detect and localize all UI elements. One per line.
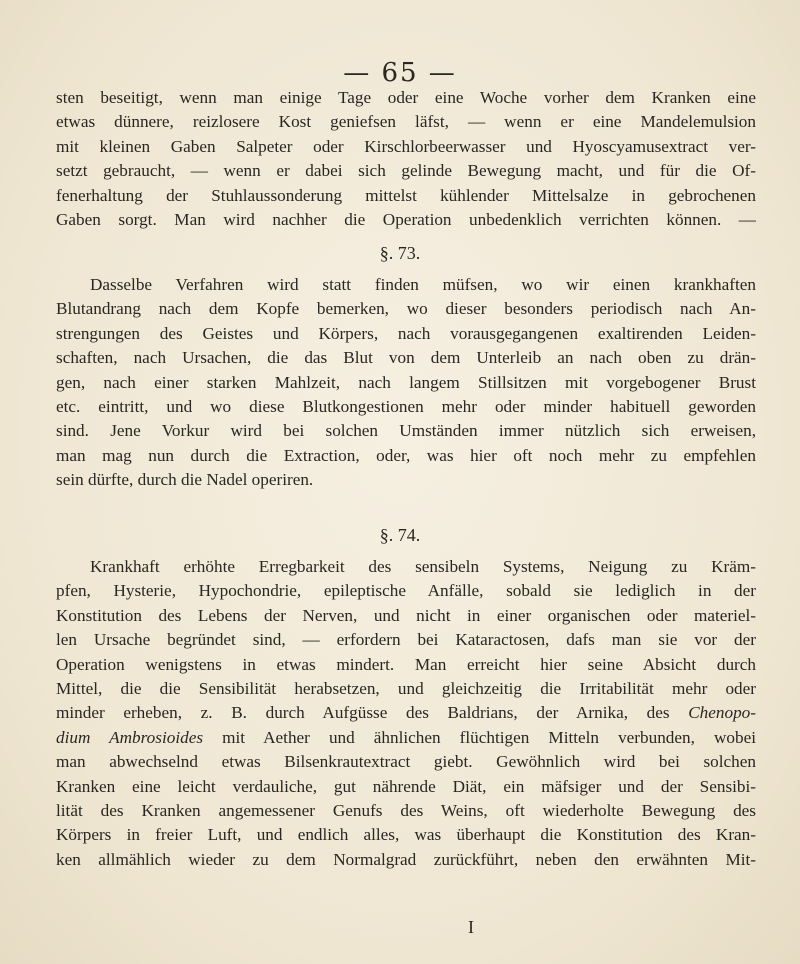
text-line: Körpers in freier Luft, und endlich alles, was überhaupt die Konstitution des Kran-: [56, 825, 756, 845]
text-line: Dasselbe Verfahren wird statt finden müfsen, wo wir einen krankhaften: [90, 275, 756, 294]
text-fragment: mit Aether und ähnlichen flüchtigen Mitteln verbunden, wobei: [222, 727, 756, 747]
text-fragment: minder erheben, z. B. durch Aufgüsse des Baldrians, der Arnika, des: [56, 703, 670, 723]
text-line: sein dürfte, durch die Nadel operiren.: [56, 470, 314, 490]
paragraph-73: [56, 273, 756, 493]
text-line: etwas dünnere, reizlosere Kost geniefsen läfst, — wenn er eine Mandelemulsion: [56, 112, 756, 132]
text-line: ken allmählich wieder zu dem Normalgrad zurückführt, neben den erwähnten Mit-: [56, 849, 756, 869]
text-line: schaften, nach Ursachen, die das Blut von dem Unterleib an nach oben zu drän-: [56, 348, 756, 368]
text-line: Krankhaft erhöhte Erregbarkeit des sensibeln Systems, Neigung zu Kräm-: [90, 557, 756, 576]
text-line: strengungen des Geistes und Körpers, nach vorausgegangenen exaltirenden Leiden-: [56, 323, 756, 343]
text-line: man abwechselnd etwas Bilsenkrautextract giebt. Gewöhnlich wird bei solchen: [56, 752, 756, 772]
text-line-with-italic: [56, 726, 756, 750]
section-heading-73: §. 73.: [379, 243, 421, 263]
text-line: Gaben sorgt. Man wird nachher die Operation unbedenklich verrichten können. —: [56, 210, 756, 230]
text-line: Konstitution des Lebens der Nerven, und nicht in einer organischen oder materiel-: [56, 605, 756, 625]
text-line: etc. eintritt, und wo diese Blutkongestionen mehr oder minder habituell geworden: [56, 397, 756, 417]
italic-term: Chenopo-: [688, 703, 756, 723]
text-line: Blutandrang nach dem Kopfe bemerken, wo dieser besonders periodisch nach An-: [56, 299, 756, 319]
text-line-with-italic: [56, 701, 756, 725]
section-heading-74: §. 74.: [379, 525, 421, 545]
text-line: Kranken eine leicht verdauliche, gut nährende Diät, ein mäfsiger und der Sensibi-: [56, 776, 756, 796]
text-line: man mag nun durch die Extraction, oder, was hier oft noch mehr zu empfehlen: [56, 445, 756, 465]
text-line: Mittel, die die Sensibilität herabsetzen, und gleichzeitig die Irritabilität mehr oder: [56, 679, 756, 699]
text-line: len Ursache begründet sind, — erfordern bei Kataractosen, dafs man sie vor der: [56, 630, 756, 650]
text-line: mit kleinen Gaben Salpeter oder Kirschlorbeerwasser und Hyoscyamusextract ver-: [56, 136, 756, 156]
signature-mark: I: [468, 917, 474, 937]
paragraph-1: [56, 86, 756, 232]
paragraph-74: [56, 555, 756, 872]
page-number: — 65 —: [343, 58, 457, 88]
italic-term: dium Ambrosioides: [56, 727, 204, 747]
text-line: sind. Jene Vorkur wird bei solchen Umständen immer nützlich sich erweisen,: [56, 421, 756, 441]
text-line: fenerhaltung der Stuhlaussonderung mittelst kühlender Mittelsalze in gebrochenen: [56, 185, 756, 205]
text-line: Operation wenigstens in etwas mindert. Man erreicht hier seine Absicht durch: [56, 654, 756, 674]
text-line: lität des Kranken angemessener Genufs des Weins, oft wiederholte Bewegung des: [56, 801, 756, 821]
text-line: gen, nach einer starken Mahlzeit, nach langem Stillsitzen mit vorgebogener Brust: [56, 372, 756, 392]
text-line: setzt gebraucht, — wenn er dabei sich gelinde Bewegung macht, und für die Of-: [56, 161, 756, 181]
text-line: pfen, Hysterie, Hypochondrie, epileptische Anfälle, sobald sie lediglich in der: [56, 581, 756, 601]
text-line: sten beseitigt, wenn man einige Tage oder eine Woche vorher dem Kranken eine: [56, 88, 756, 107]
